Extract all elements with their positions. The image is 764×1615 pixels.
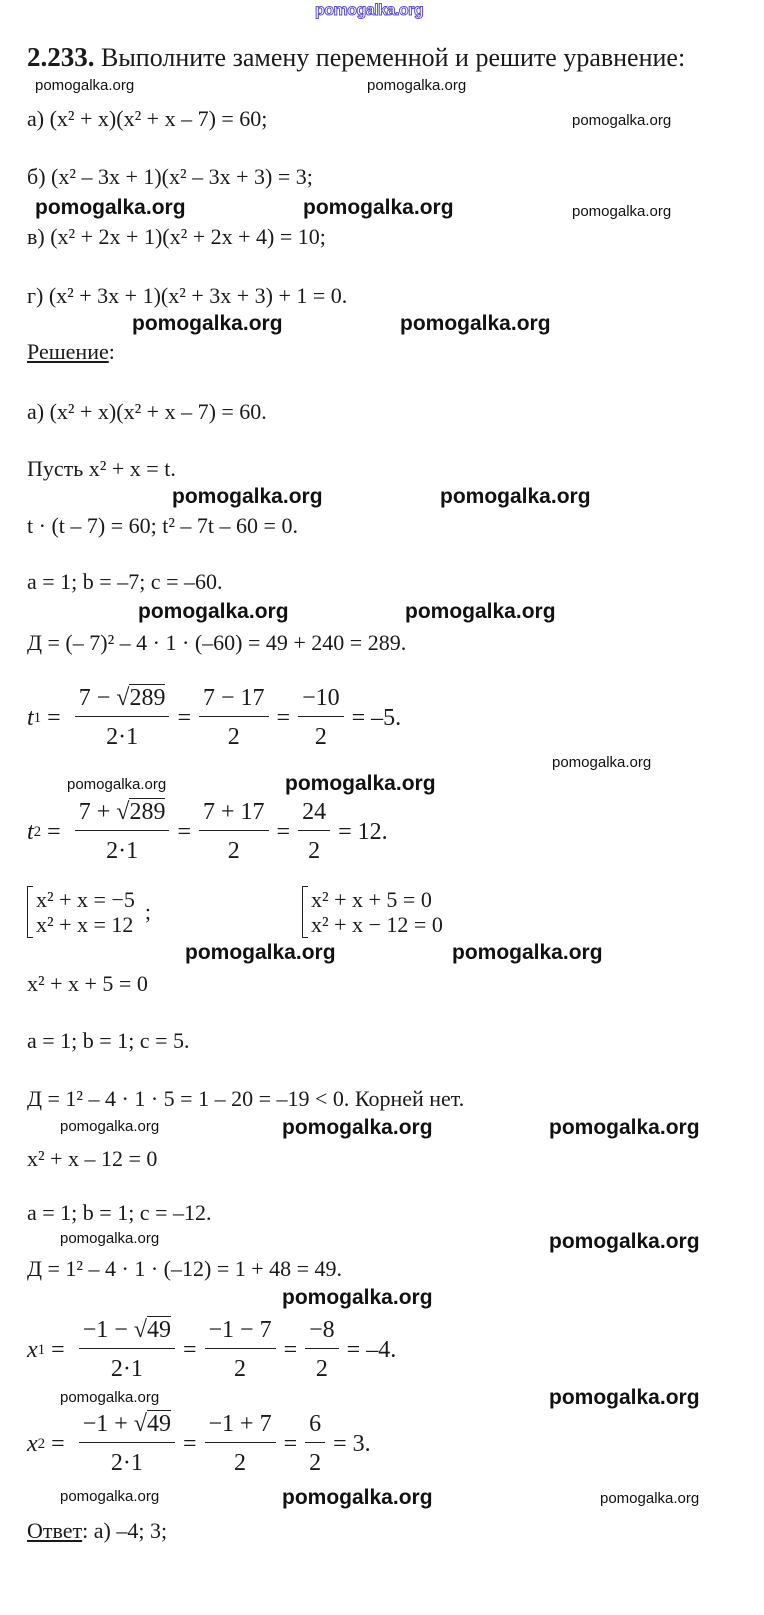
- watermark: pomogalka.org: [132, 312, 283, 335]
- variable: x: [27, 1430, 38, 1457]
- fraction: [75, 798, 170, 865]
- solution-line: Д = 1² – 4 · 1 · 5 = 1 – 20 = –19 < 0. Корней нет.: [27, 1086, 465, 1111]
- watermark: pomogalka.org: [138, 600, 289, 623]
- watermark: pomogalka.org: [600, 1490, 700, 1507]
- fraction: [205, 1410, 276, 1477]
- equals: =: [51, 1336, 65, 1363]
- fraction: [205, 1316, 276, 1383]
- fraction-x2: [27, 1410, 371, 1477]
- subscript: 1: [37, 1341, 46, 1358]
- watermark: pomogalka.org: [35, 77, 135, 94]
- numerator: 6: [305, 1410, 325, 1443]
- watermark: pomogalka.org: [185, 941, 336, 964]
- equals: =: [47, 704, 61, 731]
- fraction: [79, 1316, 175, 1383]
- equals: =: [283, 1336, 298, 1363]
- sqrt-icon: √: [116, 799, 130, 825]
- radicand: 289: [129, 685, 166, 711]
- subscript: 2: [37, 1435, 46, 1452]
- watermark: pomogalka.org: [60, 1230, 160, 1247]
- problem-item-a: а) (x² + x)(x² + x – 7) = 60;: [27, 106, 268, 131]
- denominator: 2: [227, 838, 240, 864]
- solution-heading: [27, 339, 115, 365]
- system-left: [27, 886, 151, 938]
- problem-number: 2.233.: [27, 42, 95, 72]
- denominator: 2: [315, 1356, 328, 1382]
- equals: =: [47, 818, 61, 845]
- variable: t: [27, 704, 34, 731]
- fraction: [79, 1410, 175, 1477]
- variable: x: [27, 1336, 38, 1363]
- watermark: pomogalka.org: [552, 754, 652, 771]
- solution-line: Д = 1² – 4 · 1 · (–12) = 1 + 48 = 49.: [27, 1256, 343, 1281]
- numerator: −1 +: [82, 1411, 128, 1437]
- answer: [27, 1518, 167, 1544]
- watermark: pomogalka.org: [60, 1118, 160, 1135]
- numerator: −10: [298, 684, 344, 717]
- watermark: pomogalka.org: [172, 485, 323, 508]
- fraction-t1: [27, 684, 401, 751]
- system-row: x² + x − 12 = 0: [311, 912, 443, 937]
- fraction: [298, 798, 330, 865]
- denominator: 2·1: [110, 1356, 143, 1382]
- fraction-x1: [27, 1316, 396, 1383]
- numerator: −1 − 7: [205, 1316, 276, 1349]
- sqrt-icon: √: [133, 1411, 147, 1437]
- radicand: 289: [129, 799, 166, 825]
- system-right: [302, 886, 443, 938]
- numerator: 7 − 17: [199, 684, 269, 717]
- solution-line: Д = (– 7)² – 4 · 1 · (–60) = 49 + 240 = 289.: [27, 630, 407, 655]
- problem-item-b: б) (x² – 3x + 1)(x² – 3x + 3) = 3;: [27, 164, 313, 189]
- watermark: pomogalka.org: [60, 1389, 160, 1406]
- denominator: 2: [314, 724, 327, 750]
- radicand: 49: [146, 1411, 171, 1437]
- solution-line: x² + x – 12 = 0: [27, 1146, 158, 1171]
- denominator: 2: [234, 1356, 247, 1382]
- numerator: 7 −: [78, 685, 111, 711]
- denominator: 2·1: [110, 1450, 143, 1476]
- denominator: 2: [227, 724, 240, 750]
- result: = –5.: [351, 704, 402, 731]
- watermark: pomogalka.org: [572, 203, 672, 220]
- system-row: x² + x + 5 = 0: [311, 887, 432, 912]
- fraction: [75, 684, 170, 751]
- watermark: pomogalka.org: [440, 485, 591, 508]
- denominator: 2: [308, 838, 321, 864]
- numerator: −1 + 7: [205, 1410, 276, 1443]
- watermark: pomogalka.org: [400, 312, 551, 335]
- numerator: 7 +: [78, 799, 111, 825]
- watermark: pomogalka.org: [35, 196, 186, 219]
- problem-item-g: г) (x² + 3x + 1)(x² + 3x + 3) + 1 = 0.: [27, 283, 348, 308]
- solution-line: a = 1; b = –7; c = –60.: [27, 569, 223, 594]
- fraction-t2: [27, 798, 388, 865]
- watermark: pomogalka.org: [549, 1386, 700, 1409]
- watermark: pomogalka.org: [67, 776, 167, 793]
- solution-line: a = 1; b = 1; c = 5.: [27, 1028, 190, 1053]
- answer-text: : а) –4; 3;: [82, 1518, 168, 1543]
- watermark: pomogalka.org: [285, 772, 436, 795]
- watermark: pomogalka.org: [60, 1488, 160, 1505]
- watermark: pomogalka.org: [367, 77, 467, 94]
- result: = –4.: [346, 1336, 397, 1363]
- numerator: 7 + 17: [199, 798, 269, 831]
- site-header-logo[interactable]: pomogalka.org: [315, 2, 424, 19]
- denominator: 2·1: [106, 838, 139, 864]
- result: = 3.: [333, 1430, 371, 1457]
- equals: =: [182, 1430, 197, 1457]
- equals: =: [276, 818, 291, 845]
- problem-title: [27, 42, 685, 73]
- solution-line: a = 1; b = 1; c = –12.: [27, 1200, 212, 1225]
- watermark: pomogalka.org: [282, 1286, 433, 1309]
- colon: :: [108, 339, 115, 364]
- system-separator: ;: [144, 899, 151, 924]
- watermark: pomogalka.org: [405, 600, 556, 623]
- fraction: [305, 1316, 339, 1383]
- subscript: 1: [33, 709, 42, 726]
- equals: =: [51, 1430, 65, 1457]
- radicand: 49: [146, 1317, 171, 1343]
- equals: =: [276, 704, 291, 731]
- bracket: [302, 886, 308, 938]
- solution-line: t · (t – 7) = 60; t² – 7t – 60 = 0.: [27, 513, 298, 538]
- denominator: 2·1: [106, 724, 139, 750]
- solution-heading-text: Решение: [27, 339, 109, 364]
- answer-label: Ответ: [27, 1518, 83, 1543]
- fraction: [305, 1410, 325, 1477]
- watermark: pomogalka.org: [282, 1486, 433, 1509]
- watermark: pomogalka.org: [549, 1116, 700, 1139]
- watermark: pomogalka.org: [282, 1116, 433, 1139]
- numerator: 24: [298, 798, 330, 831]
- fraction: [199, 684, 269, 751]
- equals: =: [177, 818, 191, 845]
- sqrt-icon: √: [133, 1317, 147, 1343]
- numerator: −1 −: [82, 1317, 128, 1343]
- problem-item-v: в) (x² + 2x + 1)(x² + 2x + 4) = 10;: [27, 224, 326, 249]
- subscript: 2: [33, 823, 42, 840]
- system-row: x² + x = 12: [36, 912, 134, 937]
- equals: =: [283, 1430, 298, 1457]
- problem-statement: Выполните замену переменной и решите уравнение:: [101, 43, 686, 72]
- denominator: 2: [309, 1450, 322, 1476]
- watermark: pomogalka.org: [572, 112, 672, 129]
- watermark: pomogalka.org: [549, 1230, 700, 1253]
- watermark: pomogalka.org: [303, 196, 454, 219]
- system-row: x² + x = −5: [36, 887, 135, 912]
- solution-line: x² + x + 5 = 0: [27, 971, 148, 996]
- variable: t: [27, 818, 34, 845]
- bracket: [27, 886, 33, 938]
- equals: =: [182, 1336, 197, 1363]
- watermark: pomogalka.org: [452, 941, 603, 964]
- result: = 12.: [338, 818, 388, 845]
- solution-line: Пусть x² + x = t.: [27, 456, 176, 481]
- fraction: [298, 684, 344, 751]
- sqrt-icon: √: [116, 685, 130, 711]
- numerator: −8: [305, 1316, 339, 1349]
- equals: =: [177, 704, 191, 731]
- fraction: [199, 798, 269, 865]
- denominator: 2: [234, 1450, 247, 1476]
- solution-line: а) (x² + x)(x² + x – 7) = 60.: [27, 399, 267, 424]
